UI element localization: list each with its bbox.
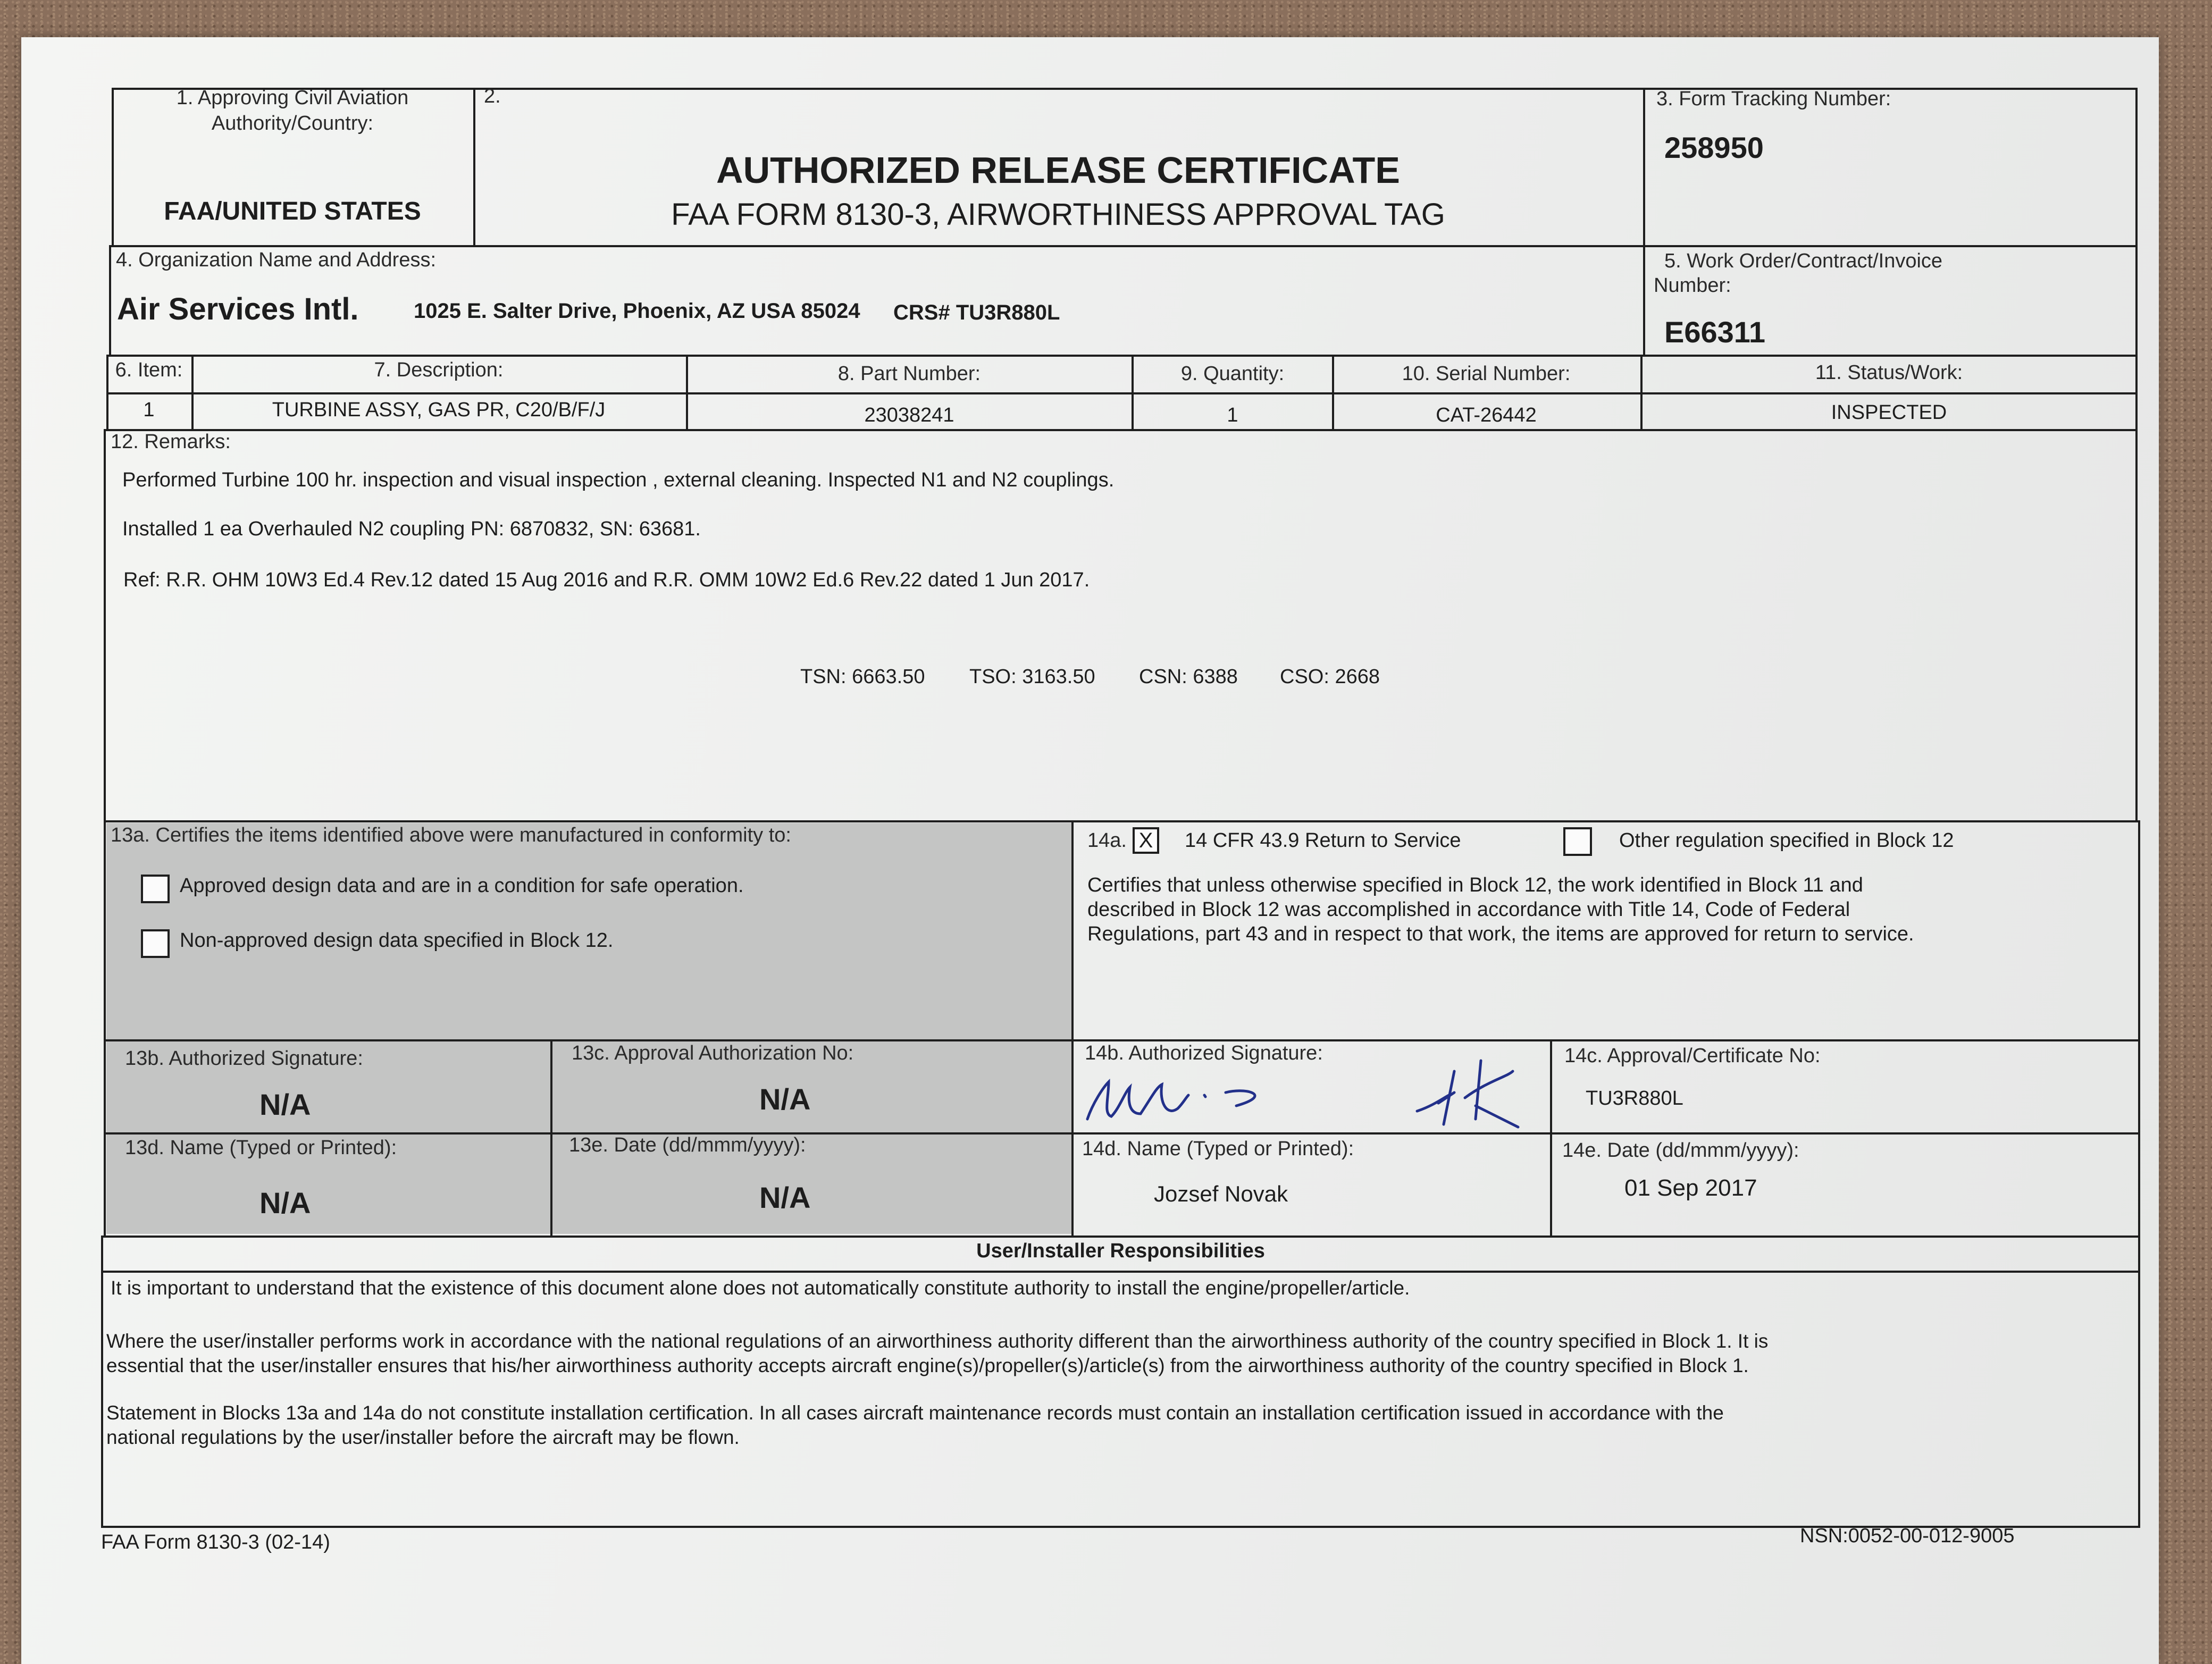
responsibilities-p2-line2: essential that the user/installer ensures that his/her airworthiness authority accepts aircraft engine(s)/propeller(s)/article(s) from the airworthiness authority of the country specified in Block 1. [106,1355,1749,1376]
block13d-value: N/A [259,1186,311,1220]
block13c-label: 13c. Approval Authorization No: [572,1042,854,1064]
approved-design-label: Approved design data and are in a condition for safe operation. [180,875,744,897]
cell-quantity: 1 [1227,404,1238,426]
header-description: 7. Description: [374,359,504,381]
cell-item: 1 [143,399,155,421]
certificate-title: AUTHORIZED RELEASE CERTIFICATE [716,149,1400,191]
remarks-line2: Installed 1 ea Overhauled N2 coupling PN: 6870832, SN: 63681. [122,518,701,540]
remarks-tsn: TSN: 6663.50 [800,666,925,688]
responsibilities-p3-line1: Statement in Blocks 13a and 14a do not constitute installation certification. In all cases aircraft maintenance records must contain an installation certification issued in accordance with the [106,1402,1724,1424]
approved-design-checkbox[interactable] [141,875,170,903]
form-tracking-number: 258950 [1664,131,1764,164]
non-approved-design-checkbox[interactable] [141,929,170,958]
remarks-cso: CSO: 2668 [1280,666,1380,688]
block13b-label: 13b. Authorized Signature: [125,1047,363,1070]
certificate-paper [21,37,2159,1664]
certificate-subtitle: FAA FORM 8130-3, AIRWORTHINESS APPROVAL TAG [671,197,1445,232]
header-item: 6. Item: [115,359,183,381]
remarks-tso: TSO: 3163.50 [969,666,1095,688]
block1-value: FAA/UNITED STATES [164,197,421,225]
block5-label-line2: Number: [1654,274,1731,297]
work-order-number: E66311 [1664,315,1765,349]
header-serial-number: 10. Serial Number: [1402,363,1571,385]
remarks-label: 12. Remarks: [111,431,231,453]
block2-label: 2. [484,85,501,107]
block1-label-line2: Authority/Country: [211,112,374,135]
responsibilities-p1: It is important to understand that the existence of this document alone does not automatically constitute authority to install the engine/propeller/article. [111,1277,1410,1299]
block13e-value: N/A [759,1181,811,1214]
block4-label-text: 4. Organization Name and Address: [116,249,437,271]
responsibilities-p3-line2: national regulations by the user/installer before the aircraft may be flown. [106,1426,740,1448]
block5-label-line1: 5. Work Order/Contract/Invoice [1664,250,1943,272]
responsibilities-p2-line1: Where the user/installer performs work in accordance with the national regulations of an airworthiness authority different than the airworthiness authority of the country specified in Block 1. It is [106,1330,1769,1352]
cell-serial-number: CAT-26442 [1436,404,1537,426]
block14a-label: 14a. [1087,829,1127,852]
block13d-label: 13d. Name (Typed or Printed): [125,1137,397,1159]
remarks-csn: CSN: 6388 [1139,666,1238,688]
block14d-value: Jozsef Novak [1154,1181,1288,1206]
block13c-value: N/A [759,1082,811,1116]
other-regulation-checkbox[interactable] [1563,827,1592,856]
nsn-footer: NSN:0052-00-012-9005 [1800,1525,2015,1547]
block14d-label: 14d. Name (Typed or Printed): [1082,1138,1354,1160]
responsibilities-p2 [106,1329,1768,1378]
cell-status-work: INSPECTED [1831,401,1947,424]
block14a-statement [1087,873,1914,946]
block14a-statement-line3: Regulations, part 43 and in respect to that work, the items are approved for return to service. [1087,923,1914,945]
block13e-label: 13e. Date (dd/mmm/yyyy): [569,1134,806,1156]
responsibilities-p3 [106,1401,1724,1450]
return-to-service-label: 14 CFR 43.9 Return to Service [1185,829,1461,852]
block14c-label: 14c. Approval/Certificate No: [1564,1045,1821,1067]
block1-label [114,85,471,136]
other-regulation-label: Other regulation specified in Block 12 [1619,829,1954,852]
block14a-statement-line2: described in Block 12 was accomplished in accordance with Title 14, Code of Federal [1087,898,1850,921]
block13b-value: N/A [259,1088,311,1121]
remarks-line1: Performed Turbine 100 hr. inspection and visual inspection , external cleaning. Inspected N1 and N2 couplings. [122,469,1115,491]
non-approved-design-label: Non-approved design data specified in Block 12. [180,929,614,952]
cell-description: TURBINE ASSY, GAS PR, C20/B/F/J [272,399,606,421]
block3-label: 3. Form Tracking Number: [1656,88,1891,110]
header-quantity: 9. Quantity: [1180,363,1285,385]
org-name: Air Services Intl. [117,292,359,326]
responsibilities-title: User/Installer Responsibilities [976,1240,1265,1262]
block4-label-wrap [116,249,436,272]
block14a-statement-line1: Certifies that unless otherwise specified in Block 12, the work identified in Block 11 and [1087,874,1863,896]
block13a-label: 13a. Certifies the items identified above were manufactured in conformity to: [111,824,791,846]
org-crs: CRS# TU3R880L [893,301,1060,324]
block1-label-line1: 1. Approving Civil Aviation [176,87,409,109]
form-id-footer: FAA Form 8130-3 (02-14) [101,1531,330,1553]
return-to-service-checkbox[interactable]: X [1133,827,1159,854]
header-status-work: 11. Status/Work: [1815,362,1963,384]
authorized-signature [1071,1055,1550,1132]
block14e-label: 14e. Date (dd/mmm/yyyy): [1562,1139,1799,1162]
block14b-label: 14b. Authorized Signature: [1085,1042,1323,1064]
block14e-value: 01 Sep 2017 [1624,1175,1757,1201]
block14c-value: TU3R880L [1586,1087,1683,1110]
block5-label [1654,249,1942,298]
org-address: 1025 E. Salter Drive, Phoenix, AZ USA 85024 [414,299,860,323]
header-part-number: 8. Part Number: [837,363,981,385]
cell-part-number: 23038241 [864,404,954,426]
remarks-line3: Ref: R.R. OHM 10W3 Ed.4 Rev.12 dated 15 Aug 2016 and R.R. OMM 10W2 Ed.6 Rev.22 dated 1 Jun 2017. [123,569,1090,591]
